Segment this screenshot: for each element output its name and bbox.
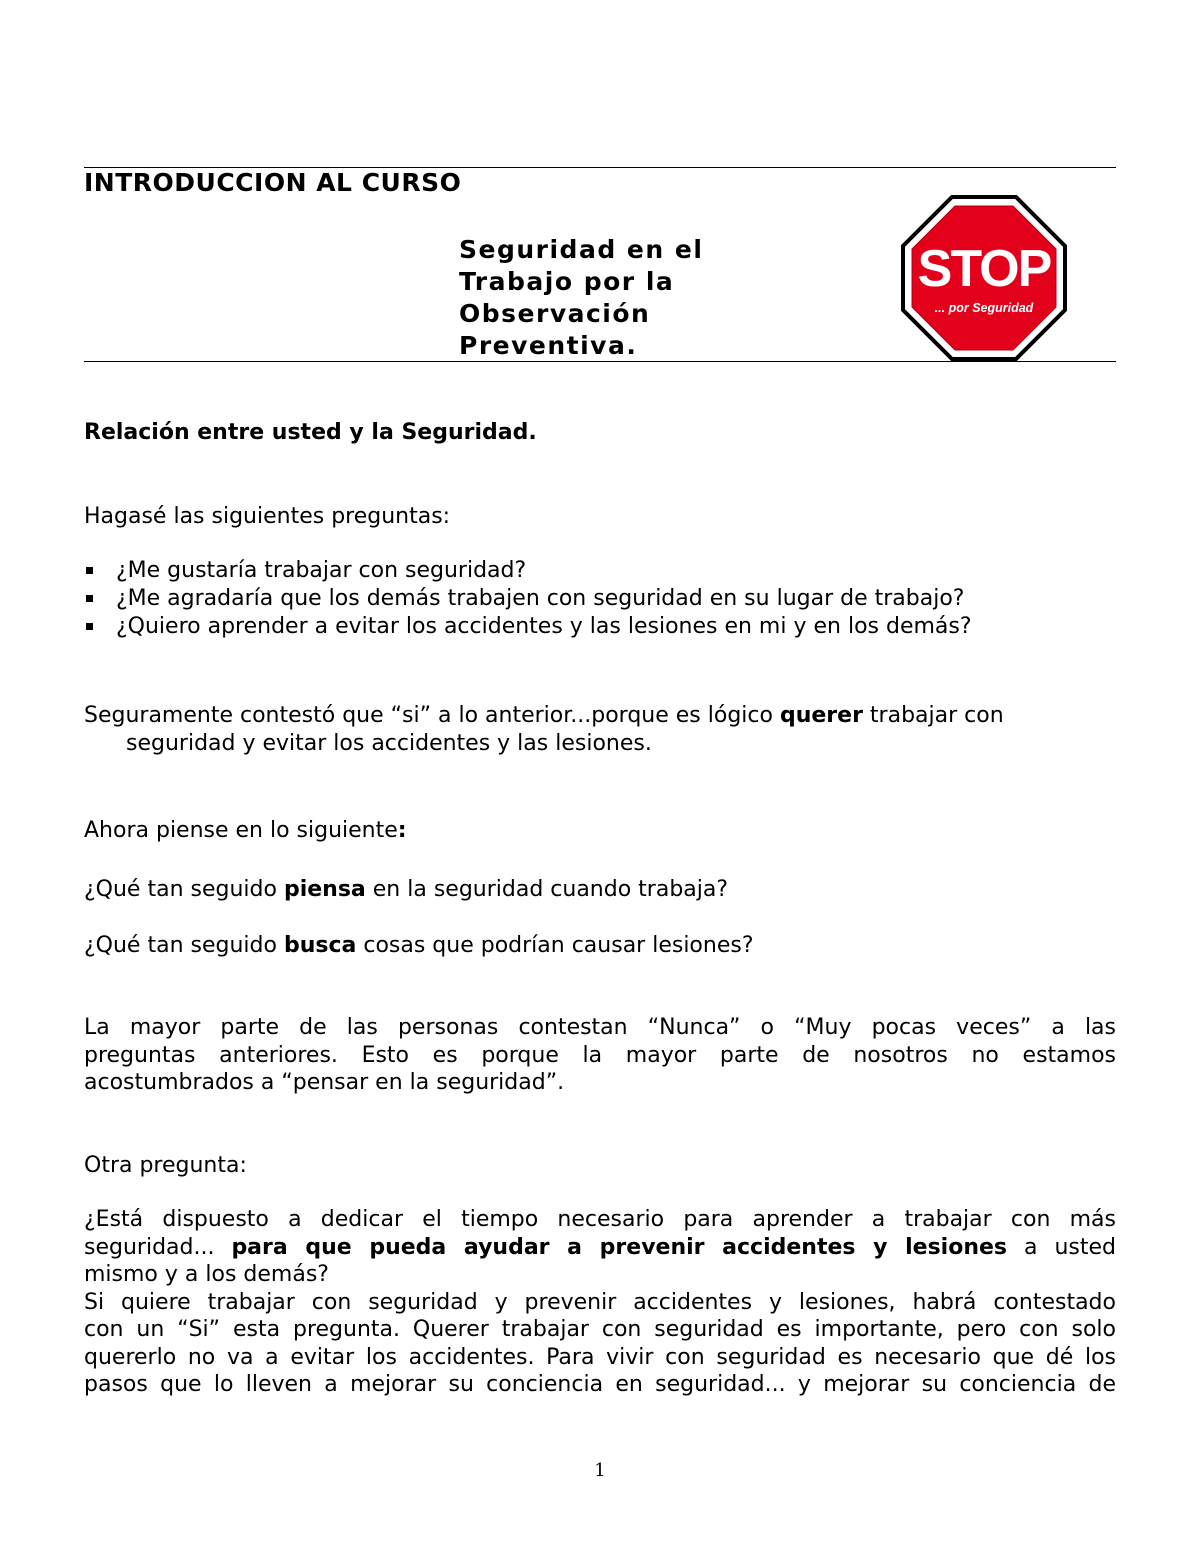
stop-tagline: ... por Seguridad [934,301,1034,315]
subtitle-line: Observación [459,299,651,328]
para5-line: ¿Está dispuesto a dedicar el tiempo necesario para aprender a trabajar con más [84,1207,1116,1232]
para5-bold: para que pueda ayudar a prevenir accidentes y lesiones [231,1234,1008,1260]
list-item [84,557,972,585]
para1-line2: seguridad y evitar los accidentes y las lesiones. [126,731,652,756]
paragraph-5 [84,1206,1116,1399]
question-think [84,876,728,904]
course-subtitle [459,234,703,362]
question-text: ¿Me agradaría que los demás trabajen con seguridad en su lugar de trabajo? [116,586,965,611]
q1-bold: piensa [283,877,366,902]
para3-line: acostumbrados a “pensar en la seguridad”. [84,1070,565,1095]
para1-text: Seguramente contestó que “si” a lo anterior...porque es lógico [84,703,780,728]
q1-text: ¿Qué tan seguido [84,877,284,902]
stop-word: STOP [917,240,1051,298]
question-text: ¿Me gustaría trabajar con seguridad? [116,558,527,583]
paragraph-3 [84,1014,1116,1097]
question-search [84,932,754,960]
bottom-rule [84,361,1116,362]
q2-bold: busca [283,933,357,958]
list-item [84,585,972,613]
course-title: INTRODUCCION AL CURSO [84,168,462,197]
bullet-square-icon [86,567,93,574]
paragraph-1 [84,702,1004,758]
para5-line: Si quiere trabajar con seguridad y prevenir accidentes y lesiones, habrá contestado [84,1289,1116,1315]
q2-text: ¿Qué tan seguido [84,933,284,958]
subtitle-line: Seguridad en el [459,235,704,264]
para1-bold: querer [779,703,863,728]
para5-line: con un “Si” esta pregunta. Querer trabajar con seguridad es importante, pero con solo [84,1317,1116,1342]
section-title: Relación entre usted y la Seguridad. [84,420,537,445]
para5-line: mismo y a los demás? [84,1262,329,1287]
para1-text-end: trabajar con [862,703,1004,728]
para3-line: La mayor parte de las personas contestan “Nunca” o “Muy pocas veces” a las [84,1015,1116,1040]
subtitle-line: Trabajo por la [459,267,675,296]
paragraph-4: Otra pregunta: [84,1153,247,1178]
para3-line: preguntas anteriores. Esto es porque la mayor parte de nosotros no estamos [84,1042,1116,1068]
prompt-text: Hagasé las siguientes preguntas: [84,504,451,529]
para2-colon: : [397,818,407,843]
page-number: 1 [594,1460,606,1481]
para5-line: seguridad... para que pueda ayudar a prevenir accidentes y lesiones a usted [84,1234,1116,1260]
para5-line: quererlo no va a evitar los accidentes. Para vivir con seguridad es necesario que dé los [84,1344,1116,1370]
list-item [84,613,972,641]
bullet-square-icon [86,595,93,602]
question-list [84,557,972,641]
q2-text-end: cosas que podrían causar lesiones? [356,933,754,958]
para5-line: pasos que lo lleven a mejorar su conciencia en seguridad... y mejorar su conciencia de [84,1372,1116,1397]
q1-text-end: en la seguridad cuando trabaja? [365,877,729,902]
stop-sign-icon [900,194,1068,362]
bullet-square-icon [86,623,93,630]
para2-text: Ahora piense en lo siguiente [84,818,398,843]
question-text: ¿Quiero aprender a evitar los accidentes y las lesiones en mi y en los demás? [116,614,972,639]
subtitle-line: Preventiva. [459,331,638,360]
paragraph-2 [84,817,407,845]
